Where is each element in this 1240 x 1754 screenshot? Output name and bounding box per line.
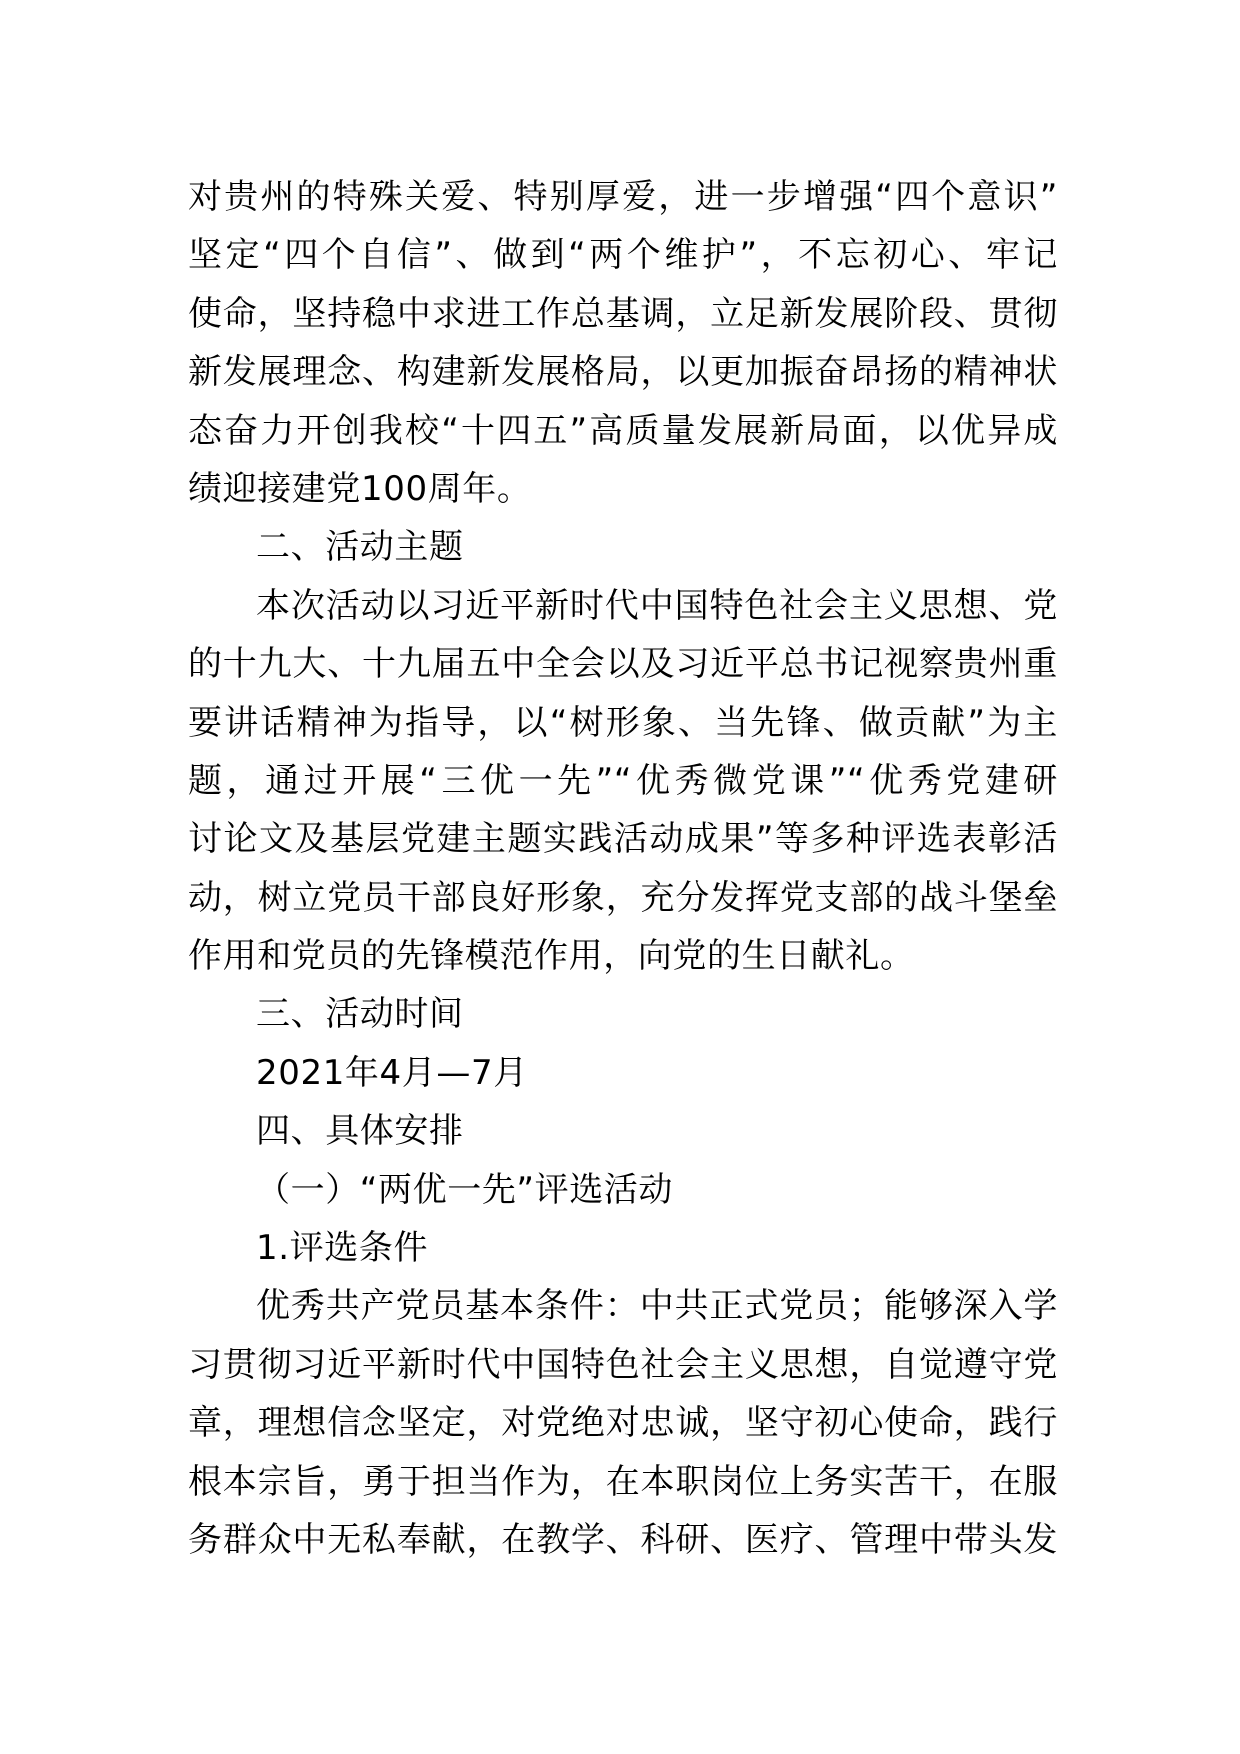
body-line: 讨论文及基层党建主题实践活动成果”等多种评选表彰活 [188,819,1058,860]
body-line: 务群众中无私奉献，在教学、科研、医疗、管理中带头发 [188,1519,1058,1560]
document-body [188,168,1058,1569]
body-line: 根本宗旨，勇于担当作为，在本职岗位上务实苦干，在服 [188,1461,1058,1502]
body-line: 题，通过开展“三优一先”“优秀微党课”“优秀党建研 [188,760,1058,801]
body-line: 坚定“四个自信”、做到“两个维护”，不忘初心、牢记 [188,235,1058,276]
body-line: 章，理想信念坚定，对党绝对忠诚，坚守初心使命，践行 [188,1403,1058,1444]
body-line: 习贯彻习近平新时代中国特色社会主义思想，自觉遵守党 [188,1344,1058,1385]
body-line: 绩迎接建党100周年。 [188,468,532,509]
section-heading: 四、具体安排 [256,1111,464,1152]
body-line: 本次活动以习近平新时代中国特色社会主义思想、党 [256,585,1058,626]
body-line: 动，树立党员干部良好形象，充分发挥党支部的战斗堡垒 [188,877,1058,918]
body-line: 对贵州的特殊关爱、特别厚爱，进一步增强“四个意识” [188,177,1058,217]
body-line: 新发展理念、构建新发展格局，以更加振奋昂扬的精神状 [188,352,1058,393]
body-line: 2021年4月—7月 [256,1052,528,1093]
body-line: 使命，坚持稳中求进工作总基调，立足新发展阶段、贯彻 [188,293,1058,334]
section-heading: 三、活动时间 [256,994,464,1035]
body-line: 的十九大、十九届五中全会以及习近平总书记视察贵州重 [188,644,1058,685]
section-heading: 二、活动主题 [256,527,464,568]
subsection-heading: 1.评选条件 [256,1228,429,1269]
body-line: 要讲话精神为指导，以“树形象、当先锋、做贡献”为主 [188,702,1058,743]
subsection-heading: （一）“两优一先”评选活动 [256,1169,674,1210]
body-line: 作用和党员的先锋模范作用，向党的生日献礼。 [188,936,915,977]
body-line: 优秀共产党员基本条件：中共正式党员；能够深入学 [256,1286,1058,1327]
body-line: 态奋力开创我校“十四五”高质量发展新局面，以优异成 [188,410,1058,451]
